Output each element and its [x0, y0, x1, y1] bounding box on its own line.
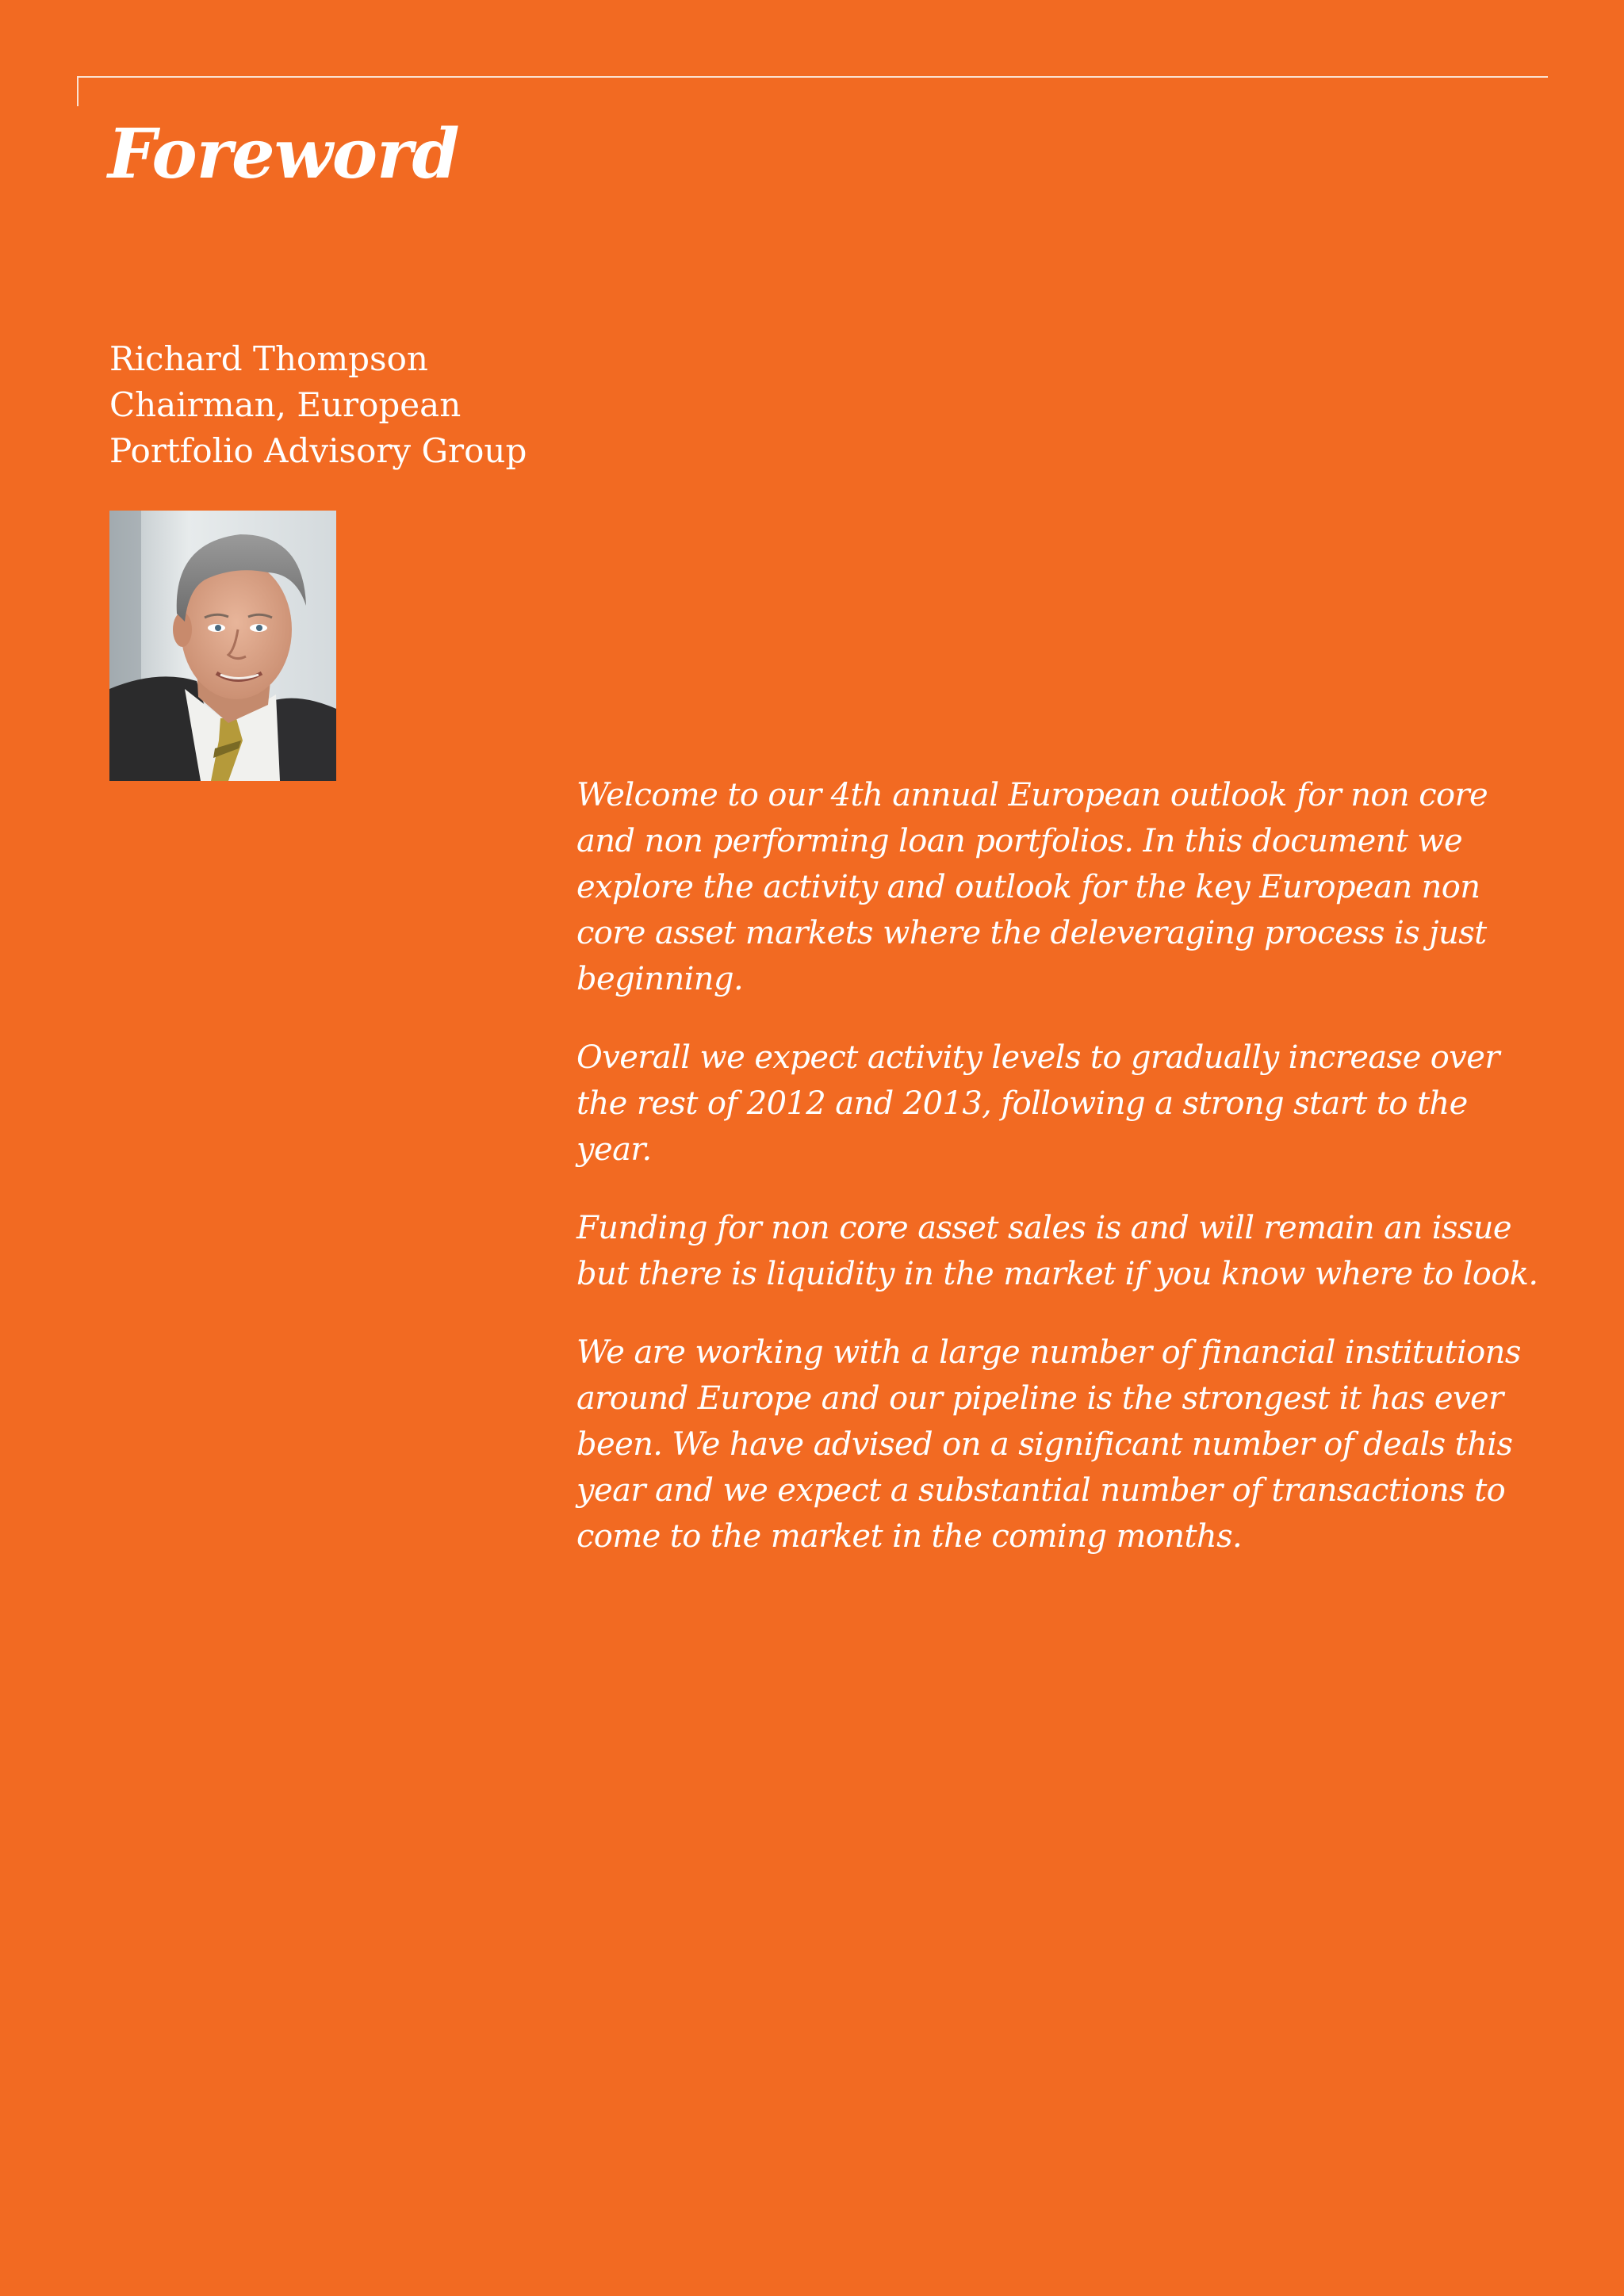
page-title: Foreword [108, 114, 459, 194]
paragraph-4: We are working with a large number of financial institutions around Europe and our pipeline is the strongest it has ever been. We have advised on a significant number of deals this year and we expect a substantial number of transactions to come to the market in the coming months. [576, 1334, 1521, 1555]
portrait-photo [109, 511, 336, 781]
author-role-line1: Chairman, European [109, 385, 462, 424]
paragraph-1: Welcome to our 4th annual European outlook for non core and non performing loan portfolios. In this document we explore the activity and outlook for the key European non core asset markets where the deleveraging process is just beginning. [576, 777, 1488, 997]
foreword-body [576, 772, 1552, 1592]
corner-rule [77, 76, 79, 106]
paragraph-3: Funding for non core asset sales is and will remain an issue but there is liquidity in the market if you know where to look. [576, 1210, 1538, 1292]
paragraph-2: Overall we expect activity levels to gradually increase over the rest of 2012 and 2013, following a strong start to the year. [576, 1039, 1500, 1168]
author-role-line2: Portfolio Advisory Group [109, 431, 527, 470]
top-rule [77, 76, 1548, 78]
author-portrait [109, 511, 336, 781]
author-block [109, 336, 527, 474]
author-name: Richard Thompson [109, 339, 428, 378]
